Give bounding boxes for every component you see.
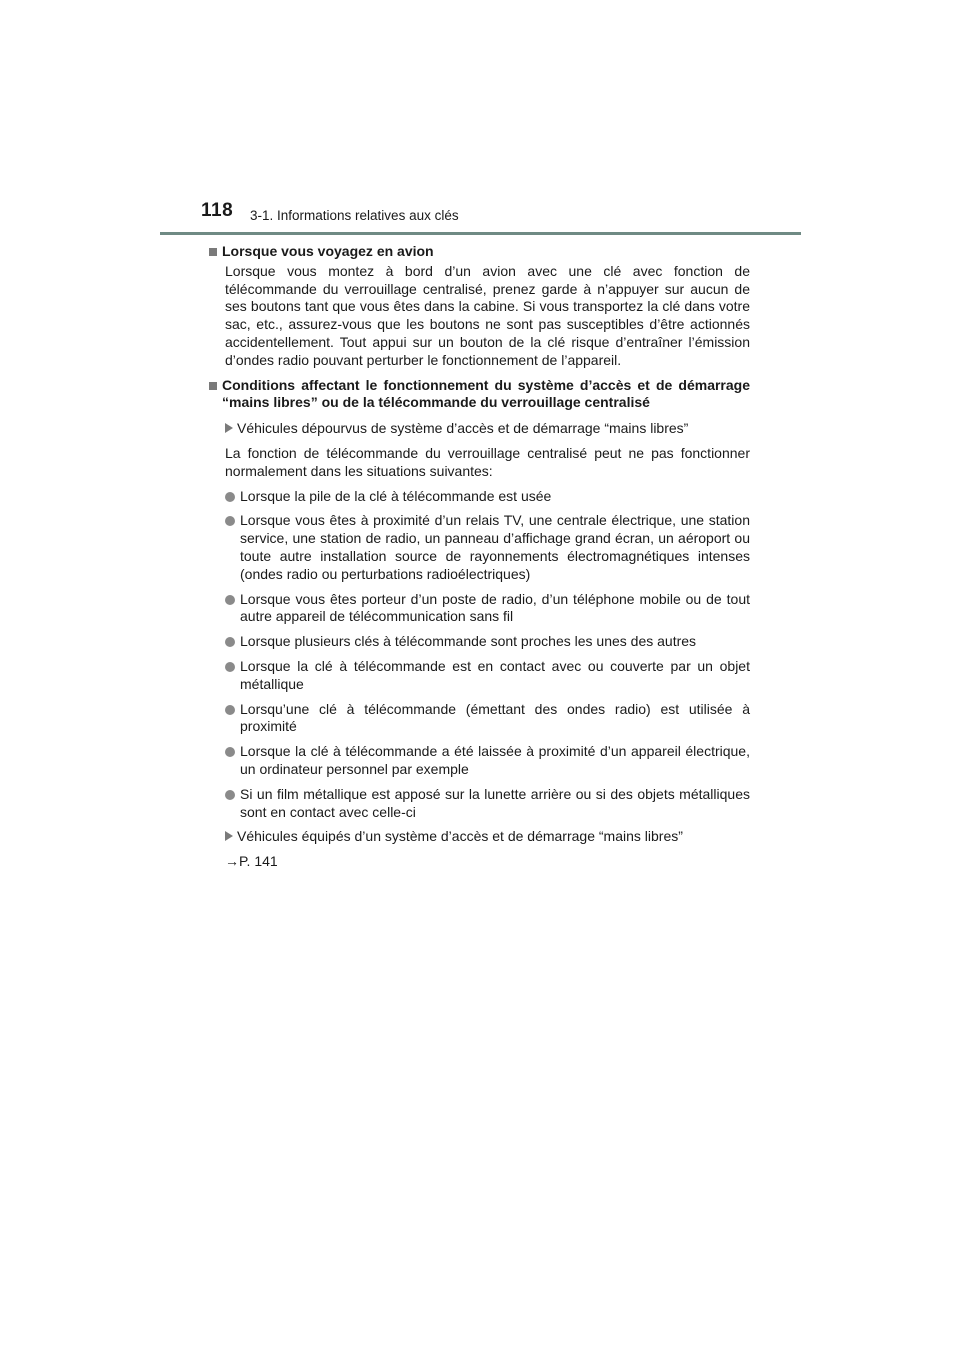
subheading-text: Véhicules équipés d’un système d’accès et de démarrage “mains libres”: [237, 828, 683, 845]
list-item: [225, 658, 750, 694]
round-bullet-icon: [225, 516, 235, 526]
list-item: [225, 488, 750, 506]
page-content: [209, 243, 750, 871]
section-heading-airplane: [209, 243, 750, 261]
subheading-with-smart-key: [225, 828, 750, 846]
square-bullet-icon: [209, 248, 217, 256]
airplane-paragraph: Lorsque vous montez à bord d’un avion avec une clé avec fonction de télécommande du verrouillage centralisé, prenez garde à n’appuyer sur aucun de ses boutons tant que vous êtes dans la cabine. Si vous transportez la clé dans votre sac, etc., assurez-vous que les boutons ne sont pas susceptibles d’être actionnés accidentellement. Tout appui sur un bouton de la clé risque d’entraîner l’émission d’ondes radio pouvant perturber le fonctionnement de l’appareil.: [225, 262, 750, 368]
list-item-text: Lorsque plusieurs clés à télécommande sont proches les unes des autres: [240, 633, 697, 650]
list-item-text: Lorsque vous êtes à proximité d’un relais TV, une centrale électrique, une station service, une station de radio, un panneau d’affichage grand écran, un aéroport ou toute autre installation source de rayonnements électromagnétiques intenses (ondes radio ou perturbations radioélectriques): [240, 512, 750, 582]
round-bullet-icon: [225, 705, 235, 715]
list-item: [225, 633, 750, 651]
list-item: [225, 786, 750, 822]
triangle-bullet-icon: [225, 831, 233, 841]
triangle-bullet-icon: [225, 423, 233, 433]
list-item-text: Lorsque vous êtes porteur d’un poste de radio, d’un téléphone mobile ou de tout autre appareil de télécommunication sans fil: [240, 590, 750, 625]
list-item: [225, 591, 750, 627]
round-bullet-icon: [225, 790, 235, 800]
page-number: 118: [201, 200, 234, 221]
page-reference-link[interactable]: →P. 141: [225, 853, 278, 870]
subheading-without-smart-key: [225, 420, 750, 438]
conditions-intro: La fonction de télécommande du verrouillage centralisé peut ne pas fonctionner normalement dans les situations suivantes:: [225, 444, 750, 479]
subheading-text: Véhicules dépourvus de système d’accès et de démarrage “mains libres”: [237, 420, 689, 437]
list-item-text: Lorsque la clé à télécommande a été laissée à proximité d’un appareil électrique, un ordinateur personnel par exemple: [240, 743, 750, 777]
list-item-text: Lorsque la clé à télécommande est en contact avec ou couverte par un objet métallique: [240, 657, 750, 692]
section-title: 3-1. Informations relatives aux clés: [250, 208, 459, 223]
round-bullet-icon: [225, 492, 235, 502]
square-bullet-icon: [209, 382, 217, 390]
header-rule: [160, 232, 801, 235]
list-item: [225, 512, 750, 583]
heading-text: Lorsque vous voyagez en avion: [222, 243, 434, 259]
section-heading-conditions: [209, 377, 750, 413]
heading-text: Conditions affectant le fonctionnement du système d’accès et de démarrage “mains libres” ou de la télécommande du verrouillage centralisé: [222, 376, 750, 411]
round-bullet-icon: [225, 637, 235, 647]
list-item-text: Lorsqu’une clé à télécommande (émettant des ondes radio) est utilisée à proximité: [240, 700, 750, 735]
list-item: [225, 743, 750, 779]
round-bullet-icon: [225, 747, 235, 757]
round-bullet-icon: [225, 595, 235, 605]
list-item: [225, 701, 750, 737]
round-bullet-icon: [225, 662, 235, 672]
list-item-text: Si un film métallique est apposé sur la lunette arrière ou si des objets métalliques sont en contact avec celle-ci: [240, 785, 750, 820]
list-item-text: Lorsque la pile de la clé à télécommande est usée: [240, 487, 552, 504]
